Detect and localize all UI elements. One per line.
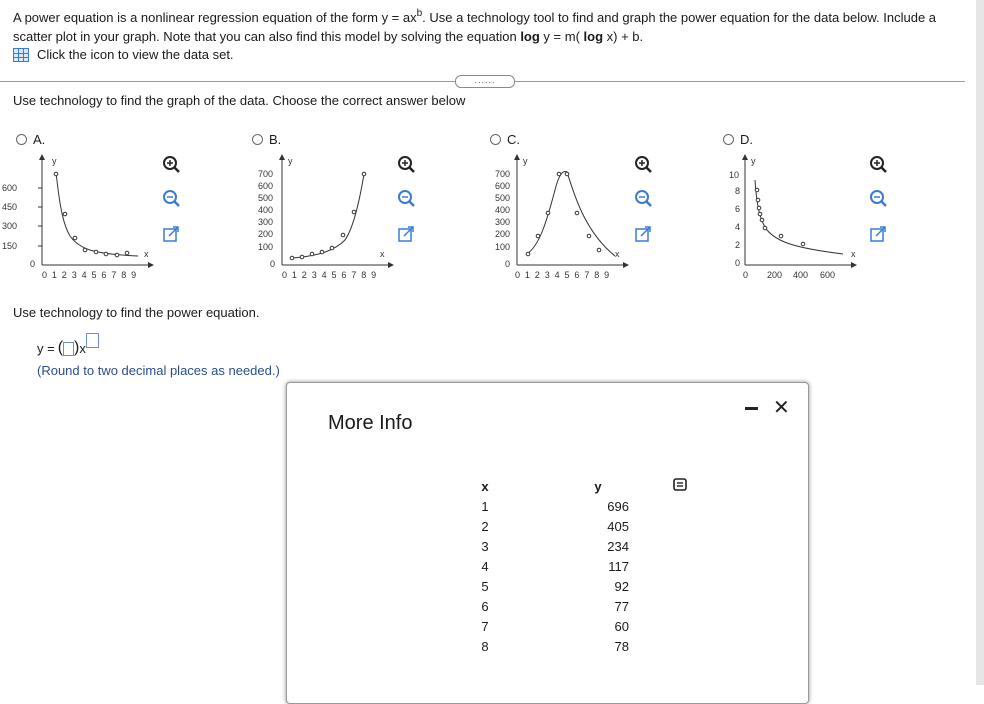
answer-equation <box>37 340 99 356</box>
close-button[interactable]: ✕ <box>773 397 790 419</box>
graph-c-xlabel: x <box>615 249 620 259</box>
graph-a-ytick: 600 <box>2 183 18 193</box>
graph-b-ytick: 700 <box>258 169 274 179</box>
graph-c-xticks: 0 1 2 3 4 5 6 7 8 9 <box>515 270 611 280</box>
table-cell: 234 <box>607 539 629 554</box>
graph-a-xlabel: x <box>144 249 149 259</box>
graph-d-ytick: 0 <box>735 258 741 268</box>
zoom-in-icon[interactable] <box>397 155 415 173</box>
graph-b-ylabel: y <box>288 156 293 166</box>
zoom-in-icon[interactable] <box>869 155 887 173</box>
zoom-out-icon[interactable] <box>162 189 180 207</box>
graph-c <box>475 150 635 285</box>
graph-c-points <box>526 172 601 256</box>
table-cell: 4 <box>481 559 489 574</box>
graph-a-curve <box>56 172 138 256</box>
page-scrollbar[interactable] <box>976 0 984 685</box>
zoom-in-icon[interactable] <box>634 155 652 173</box>
expand-button[interactable]: ...... <box>455 75 515 88</box>
radio-a[interactable] <box>16 134 27 145</box>
graph-c-ytick: 0 <box>505 259 511 269</box>
graph-d-ylabel: y <box>751 156 756 166</box>
graph-c-ylabel: y <box>523 156 528 166</box>
zoom-out-icon[interactable] <box>634 189 652 207</box>
choice-b[interactable] <box>252 132 281 147</box>
graph-b <box>240 150 400 285</box>
table-cell: 5 <box>481 579 489 594</box>
dialog-title: More Info <box>328 412 413 434</box>
column-y <box>563 477 633 657</box>
graph-d-xtick: 200 <box>767 270 783 280</box>
graph-c-ytick: 100 <box>495 242 511 252</box>
question-text: A power equation is a nonlinear regression equation of the form $y = ax^b$. Use a technology tool to find and graph the power equation for the data below. Include a scatter plot in your graph. Note that you can also find this model by solving the equation log y = m( log x) + b. <box>13 8 937 44</box>
graph-d-points <box>755 188 805 246</box>
graph-a-xticks: 0 1 2 3 4 5 6 7 8 9 <box>42 270 138 280</box>
graph-a-points <box>54 172 129 257</box>
graph-a-ytick: 450 <box>2 202 18 212</box>
choice-c[interactable] <box>490 132 520 147</box>
graph-b-ytick: 100 <box>258 242 274 252</box>
table-cell: 78 <box>614 639 629 654</box>
graph-d-ytick: 6 <box>735 204 741 214</box>
graph-d-ytick: 4 <box>735 222 741 232</box>
minimize-button[interactable] <box>745 407 758 410</box>
column-x <box>465 477 505 657</box>
table-cell: 405 <box>607 519 629 534</box>
table-cell: 8 <box>481 639 489 654</box>
radio-d[interactable] <box>723 134 734 145</box>
graph-d-ytick: 2 <box>735 240 741 250</box>
graph-d-xtick: 400 <box>793 270 809 280</box>
graph-a-ytick: 150 <box>2 241 18 251</box>
graph-d-xtick: 0 <box>743 270 749 280</box>
graph-b-ytick: 500 <box>258 193 274 203</box>
table-cell: 1 <box>481 499 489 514</box>
graph-d-curve <box>755 180 843 254</box>
graph-b-points <box>290 172 366 260</box>
round-note: (Round to two decimal places as needed.) <box>37 363 280 378</box>
graph-b-xticks: 0 1 2 3 4 5 6 7 8 9 <box>282 270 378 280</box>
graph-b-curve <box>292 174 364 258</box>
expand-graph-icon[interactable] <box>162 225 180 243</box>
expand-graph-icon[interactable] <box>869 225 887 243</box>
exponent-b-input[interactable] <box>86 333 99 348</box>
expand-graph-icon[interactable] <box>634 225 652 243</box>
graph-d-xtick: 600 <box>820 270 836 280</box>
graph-d-xlabel: x <box>851 249 856 259</box>
graph-c-ytick: 200 <box>495 229 511 239</box>
graph-a-ticks <box>38 188 42 246</box>
choice-a[interactable] <box>16 132 45 147</box>
graph-c-ytick: 300 <box>495 217 511 227</box>
table-cell: 7 <box>481 619 489 634</box>
open-paren: ( <box>57 339 64 356</box>
choice-c-label: C. <box>507 132 520 147</box>
part2-prompt: Use technology to find the power equation. <box>13 305 260 320</box>
zoom-out-icon[interactable] <box>397 189 415 207</box>
graph-a-y-arrow <box>39 154 45 160</box>
table-cell: 3 <box>481 539 489 554</box>
table-cell: 117 <box>608 559 629 574</box>
answer-prefix: y = <box>37 341 55 356</box>
graph-c-ytick: 700 <box>495 169 511 179</box>
graph-b-xlabel: x <box>380 249 385 259</box>
data-table <box>465 477 633 657</box>
table-cell: 77 <box>614 599 629 614</box>
part1-prompt: Use technology to find the graph of the data. Choose the correct answer below <box>13 93 466 108</box>
graph-d-ytick: 10 <box>729 170 740 180</box>
zoom-in-icon[interactable] <box>162 155 180 173</box>
view-dataset-link[interactable] <box>13 47 234 62</box>
table-cell: 60 <box>614 619 629 634</box>
graph-c-ytick: 400 <box>495 205 511 215</box>
radio-b[interactable] <box>252 134 263 145</box>
table-cell: 92 <box>614 579 629 594</box>
choice-a-label: A. <box>33 132 46 147</box>
graph-a-ytick: 300 <box>2 221 18 231</box>
coefficient-a-input[interactable] <box>63 342 74 356</box>
graph-b-ytick: 600 <box>258 181 274 191</box>
graph-c-curve <box>527 172 615 256</box>
graph-c-ytick: 600 <box>495 181 511 191</box>
copy-data-icon[interactable] <box>673 477 687 491</box>
graph-c-ytick: 500 <box>495 193 511 203</box>
graph-b-ytick: 0 <box>270 259 276 269</box>
answer-x: x <box>79 341 86 356</box>
graph-b-ytick: 300 <box>258 217 274 227</box>
graph-a-x-arrow <box>148 262 154 268</box>
choice-d[interactable] <box>723 132 753 147</box>
dataset-link-text: Click the icon to view the data set. <box>37 47 234 62</box>
more-info-dialog <box>286 382 809 704</box>
data-table-icon[interactable] <box>13 48 29 62</box>
radio-c[interactable] <box>490 134 501 145</box>
table-header: y <box>594 479 602 494</box>
close-paren: ) <box>74 339 80 356</box>
graph-d-ytick: 8 <box>735 186 741 196</box>
graph-b-ytick: 400 <box>258 205 274 215</box>
table-cell: 696 <box>607 499 629 514</box>
table-cell: 6 <box>481 599 489 614</box>
graph-a-ylabel: y <box>52 156 57 166</box>
choice-d-label: D. <box>740 132 753 147</box>
choice-b-label: B. <box>269 132 282 147</box>
graph-b-ytick: 200 <box>258 229 274 239</box>
table-header: x <box>481 479 489 494</box>
expand-graph-icon[interactable] <box>397 225 415 243</box>
graph-a <box>0 150 160 285</box>
graph-a-ytick: 0 <box>30 259 36 269</box>
table-cell: 2 <box>481 519 489 534</box>
graph-d <box>715 150 875 285</box>
zoom-out-icon[interactable] <box>869 189 887 207</box>
